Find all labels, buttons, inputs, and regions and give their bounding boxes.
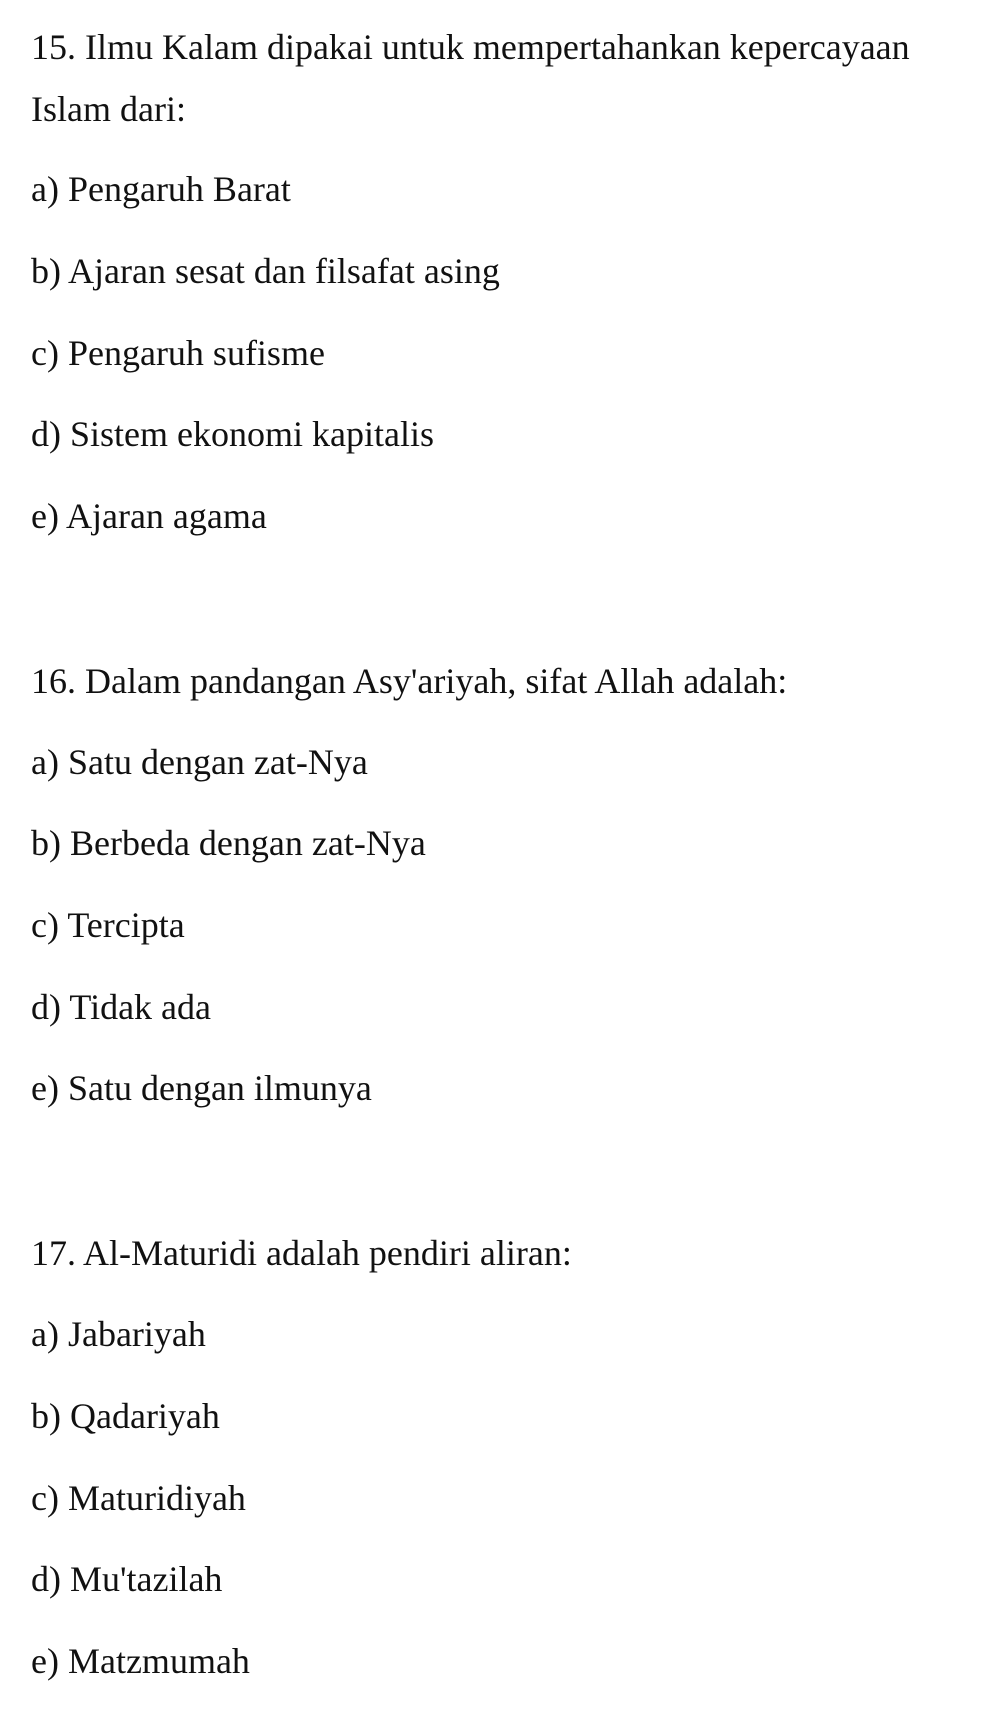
question-15-option-e: e) Ajaran agama xyxy=(31,496,267,536)
question-17-option-d: d) Mu'tazilah xyxy=(31,1559,223,1599)
question-17-option-c: c) Maturidiyah xyxy=(31,1478,246,1518)
question-15-option-a: a) Pengaruh Barat xyxy=(31,169,291,209)
question-16-option-a: a) Satu dengan zat-Nya xyxy=(31,742,368,782)
question-17-text: 17. Al-Maturidi adalah pendiri aliran: xyxy=(31,1233,572,1273)
question-15-option-d: d) Sistem ekonomi kapitalis xyxy=(31,414,434,454)
question-15-text: 15. Ilmu Kalam dipakai untuk mempertahankan kepercayaan xyxy=(31,27,910,67)
question-16-option-d: d) Tidak ada xyxy=(31,987,211,1027)
question-16-text: 16. Dalam pandangan Asy'ariyah, sifat Allah adalah: xyxy=(31,661,788,701)
question-16-option-b: b) Berbeda dengan zat-Nya xyxy=(31,823,426,863)
question-16-option-c: c) Tercipta xyxy=(31,905,185,945)
question-17-option-b: b) Qadariyah xyxy=(31,1396,220,1436)
question-17-option-a: a) Jabariyah xyxy=(31,1314,206,1354)
question-16-option-e: e) Satu dengan ilmunya xyxy=(31,1068,372,1108)
question-17-option-e: e) Matzmumah xyxy=(31,1641,250,1681)
question-15-text-continued: Islam dari: xyxy=(31,89,186,129)
question-15-option-b: b) Ajaran sesat dan filsafat asing xyxy=(31,251,500,291)
question-15-option-c: c) Pengaruh sufisme xyxy=(31,333,325,373)
